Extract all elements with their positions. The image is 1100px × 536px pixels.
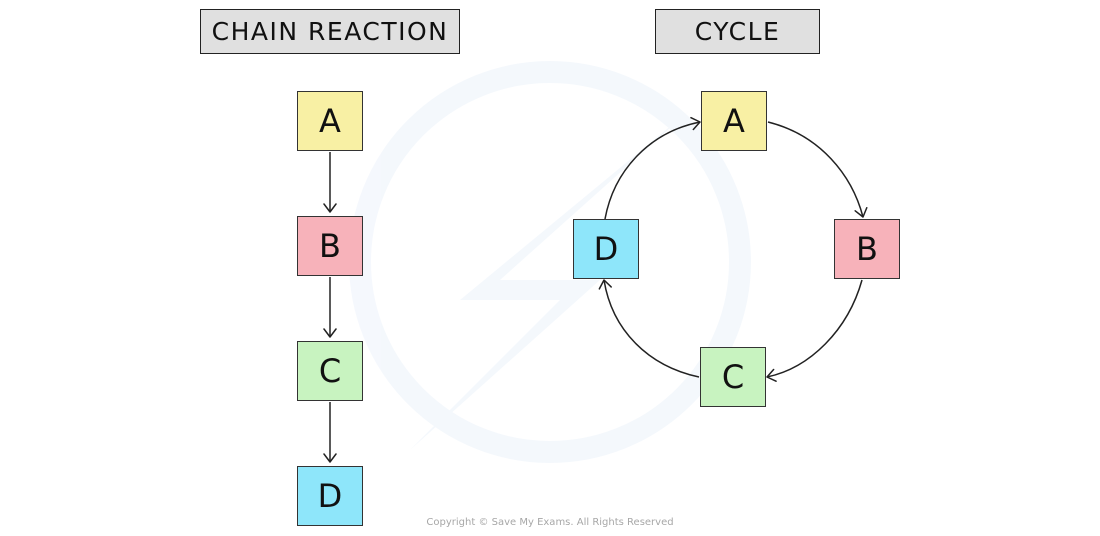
cycle-arrow-c-d [604,280,699,377]
chain-node-a: A [297,91,363,151]
cycle-node-a: A [701,91,767,151]
chain-node-d: D [297,466,363,526]
cycle-node-d: D [573,219,639,279]
copyright-text: Copyright © Save My Exams. All Rights Reserved [426,517,674,528]
cycle-node-c: C [700,347,766,407]
chain-node-b: B [297,216,363,276]
chain-node-c: C [297,341,363,401]
watermark-logo [360,72,740,452]
cycle-title: CYCLE [655,9,820,54]
chain-reaction-title: CHAIN REACTION [200,9,460,54]
cycle-node-b: B [834,219,900,279]
cycle-arrow-b-c [767,280,862,377]
cycle-arrow-a-b [768,122,863,217]
